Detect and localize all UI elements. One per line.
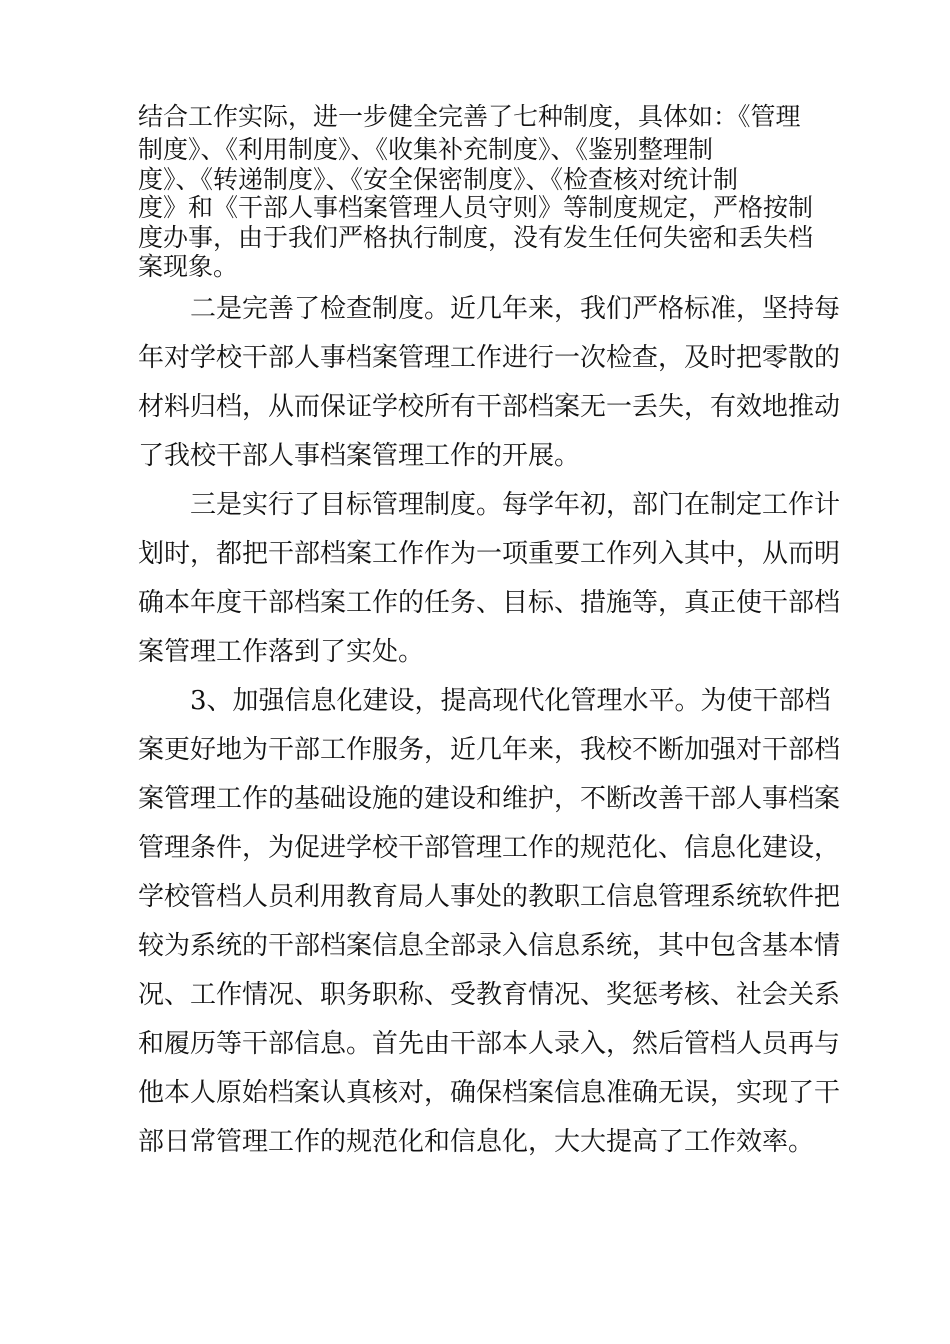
text-line: 管理条件，为促进学校干部管理工作的规范化、信息化建设， <box>138 833 841 863</box>
text-line: 划时，都把干部档案工作作为一项重要工作列入其中，从而明 <box>138 539 841 569</box>
text-line: 况、工作情况、职务职称、受教育情况、奖惩考核、社会关系 <box>138 980 841 1010</box>
text-line: 他本人原始档案认真核对，确保档案信息准确无误，实现了干 <box>138 1078 841 1108</box>
text-line: 部日常管理工作的规范化和信息化，大大提高了工作效率。 <box>138 1127 815 1157</box>
text-line: 年对学校干部人事档案管理工作进行一次检查，及时把零散的 <box>138 343 841 373</box>
text-line: 较为系统的干部档案信息全部录入信息系统，其中包含基本情 <box>138 931 841 961</box>
text-line: 度办事，由于我们严格执行制度，没有发生任何失密和丢失档 <box>138 223 814 252</box>
text-line: 案现象。 <box>138 252 239 281</box>
text-line: 案管理工作的基础设施的建设和维护，不断改善干部人事档案 <box>138 784 841 814</box>
text-line: 度》和《干部人事档案管理人员守则》等制度规定，严格按制 <box>138 193 814 222</box>
text-line: 案管理工作落到了实处。 <box>138 637 425 667</box>
text-line: 二是完善了检查制度。近几年来，我们严格标准，坚持每 <box>190 294 841 324</box>
text-line: 和履历等干部信息。首先由干部本人录入，然后管档人员再与 <box>138 1029 841 1059</box>
text-line: 材料归档，从而保证学校所有干部档案无一丢失，有效地推动 <box>138 392 841 422</box>
text-line: 3、加强信息化建设，提高现代化管理水平。为使干部档 <box>190 686 831 716</box>
text-line: 制度》、《利用制度》、《收集补充制度》、《鉴别整理制 <box>138 135 714 164</box>
text-line: 确本年度干部档案工作的任务、目标、措施等，真正使干部档 <box>138 588 841 618</box>
text-line: 三是实行了目标管理制度。每学年初，部门在制定工作计 <box>190 490 841 520</box>
text-line: 案更好地为干部工作服务，近几年来，我校不断加强对干部档 <box>138 735 841 765</box>
text-line: 结合工作实际，进一步健全完善了七种制度，具体如：《管理 <box>138 102 801 131</box>
text-line: 度》、《转递制度》、《安全保密制度》、《检查核对统计制 <box>138 165 739 194</box>
text-line: 了我校干部人事档案管理工作的开展。 <box>138 441 581 471</box>
text-line: 学校管档人员利用教育局人事处的教职工信息管理系统软件把 <box>138 882 841 912</box>
